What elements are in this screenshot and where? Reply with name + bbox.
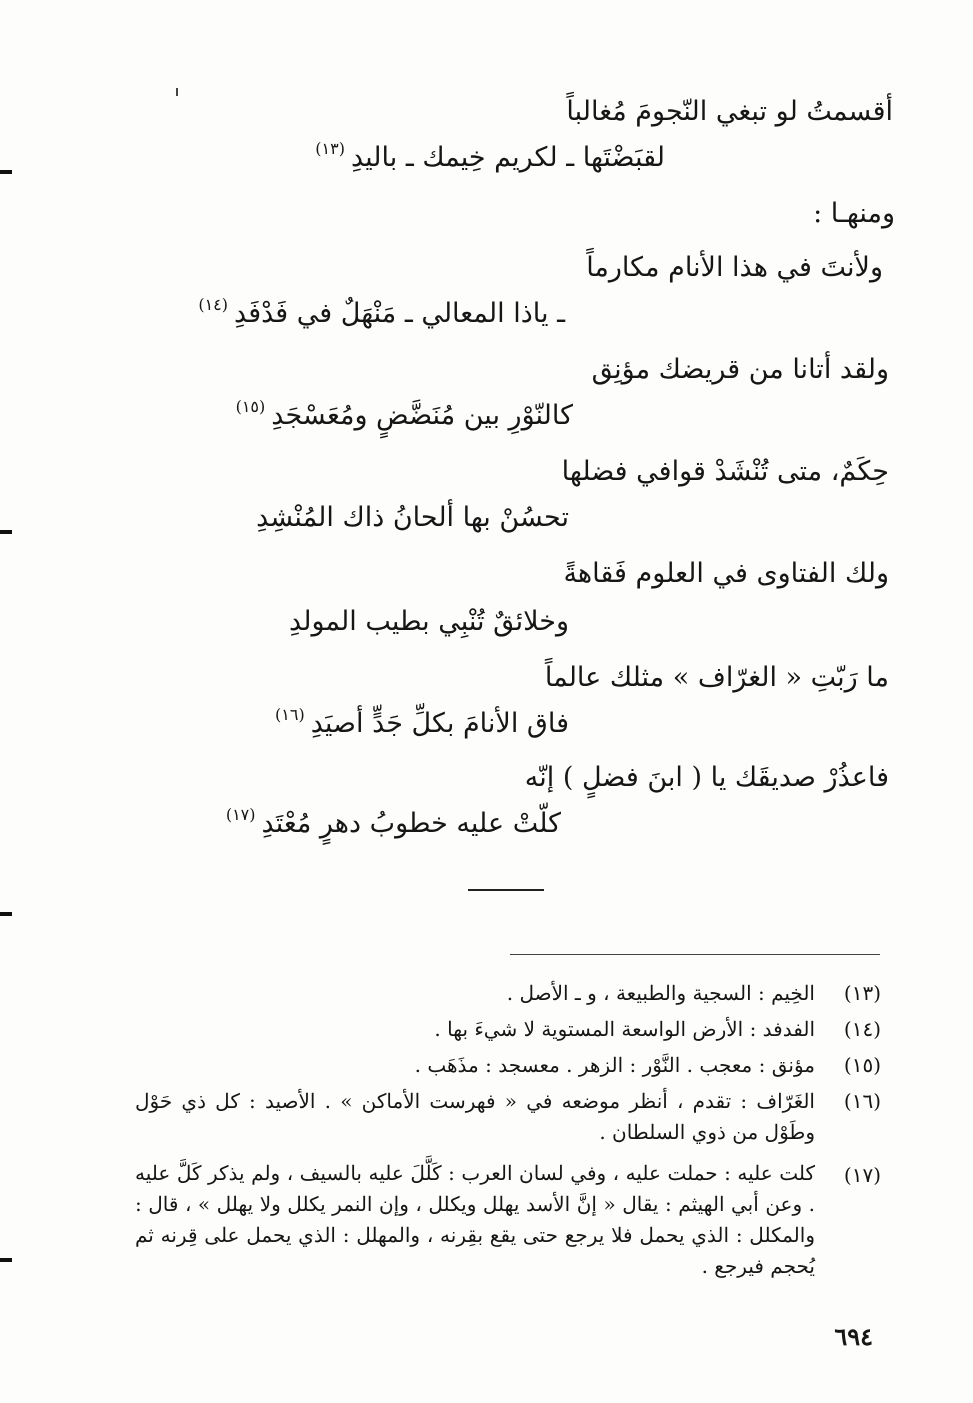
- verse-text: لقبَضْتَها ـ لكريم خِيمك ـ باليدِ: [350, 142, 665, 173]
- footnote-text: كلت عليه : حملت عليه ، وفي لسان العرب : كَلَّلَ عليه بالسيف ، ولم يذكر كَلَّ عليه . وعن أبي الهيثم : يقال « إنَّ الأسد يهلل ويكلل ، وإن النمر يكلل ولا يهلل » ، قال : والمكلل : الذي يحمل فلا يرجع حتى يقع بقِرنه ، والمهلل : الذي يحمل على قِرنه ثم يُحجم فيرجع .: [135, 1161, 815, 1278]
- verse-text: حِكَمٌ، متى تُنْشَدْ قوافي فضلها: [561, 456, 889, 487]
- verse-text: فاق الأنامَ بكلِّ جَدٍّ أصيَدِ: [310, 708, 569, 739]
- verse-line: [563, 556, 889, 592]
- footnote-ref: (١٦): [275, 705, 305, 724]
- verse-text: تحسُنْ بها ألحانُ ذاك المُنْشِدِ: [256, 502, 569, 533]
- footnote-ref: (١٧): [225, 805, 256, 824]
- footnote-text: مؤنق : معجب . النَّوْر : الزهر . معسجد : مذَهَب .: [414, 1053, 815, 1077]
- verse-line: [562, 454, 889, 490]
- footnote-rule: [510, 954, 880, 955]
- footnote-number: (١٣): [843, 981, 881, 1005]
- verse-text: ولأنتَ في هذا الأنام مكارماً: [586, 252, 883, 283]
- footnote-number: (١٦): [843, 1089, 881, 1113]
- binding-mark: [0, 912, 12, 916]
- verse-line: [289, 604, 569, 640]
- footnote-number: (١٤): [843, 1017, 881, 1041]
- binding-mark: [0, 170, 12, 174]
- footnote-text: الغَرّاف : تقدم ، أنظر موضعه في « فهرست الأماكن » . الأصيد : كل ذي حَوْل وطَوْل من ذوي السلطان .: [135, 1089, 815, 1144]
- footnote-text: الفدفد : الأرض الواسعة المستوية لا شيءَ بها .: [434, 1017, 815, 1041]
- verse-text: أقسمتُ لو تبغي النّجومَ مُغالباً: [566, 96, 893, 127]
- page-number: ٦٩٤: [834, 1322, 873, 1351]
- binding-mark: [0, 1258, 12, 1262]
- verse-line: [525, 760, 889, 796]
- verse-line: [586, 250, 883, 286]
- verse-text: ولقد أتانا من قريضك مؤنِق: [591, 354, 889, 385]
- footnote-ref: (١٤): [198, 295, 229, 314]
- section-heading: ومنهـا :: [813, 198, 895, 229]
- verse-line: [256, 500, 569, 536]
- footnote-ref: (١٣): [315, 139, 345, 158]
- verse-line: [592, 352, 889, 388]
- verse-text: ولك الفتاوى في العلوم فَقاهةً: [563, 558, 889, 589]
- binding-mark: [0, 530, 12, 534]
- verse-text: فاعذُرْ صديقَك يا ( ابنَ فضلٍ ) إنّه: [524, 762, 889, 793]
- verse-line: [226, 806, 561, 845]
- footnote-text: الخِيم : السجية والطبيعة ، و ـ الأصل .: [506, 981, 815, 1005]
- verse-line: [545, 660, 889, 696]
- verse-line: [275, 706, 569, 745]
- verse-line: [315, 140, 665, 179]
- verse-text: ما رَبّتِ « الغرّاف » مثلك عالماً: [544, 662, 889, 693]
- verse-line: [236, 398, 573, 437]
- footnote-ref: (١٥): [235, 397, 266, 416]
- verse-text: وخلائقٌ تُنْبِي بطيب المولدِ: [289, 606, 569, 637]
- verse-line: [198, 296, 565, 335]
- verse-line: [566, 94, 893, 130]
- footnote-number: (١٥): [843, 1053, 881, 1077]
- stray-mark: [176, 88, 178, 96]
- verse-text: كلّتْ عليه خطوبُ دهرٍ مُعْتَدِ: [261, 808, 561, 839]
- verse-text: ـ ياذا المعالي ـ مَنْهَلٌ في فَدْفَدِ: [234, 298, 565, 329]
- footnote-number: (١٧): [843, 1163, 881, 1187]
- section-divider: [468, 889, 544, 891]
- verse-text: كالنّوْرِ بين مُنَضَّضٍ ومُعَسْجَدِ: [271, 400, 573, 431]
